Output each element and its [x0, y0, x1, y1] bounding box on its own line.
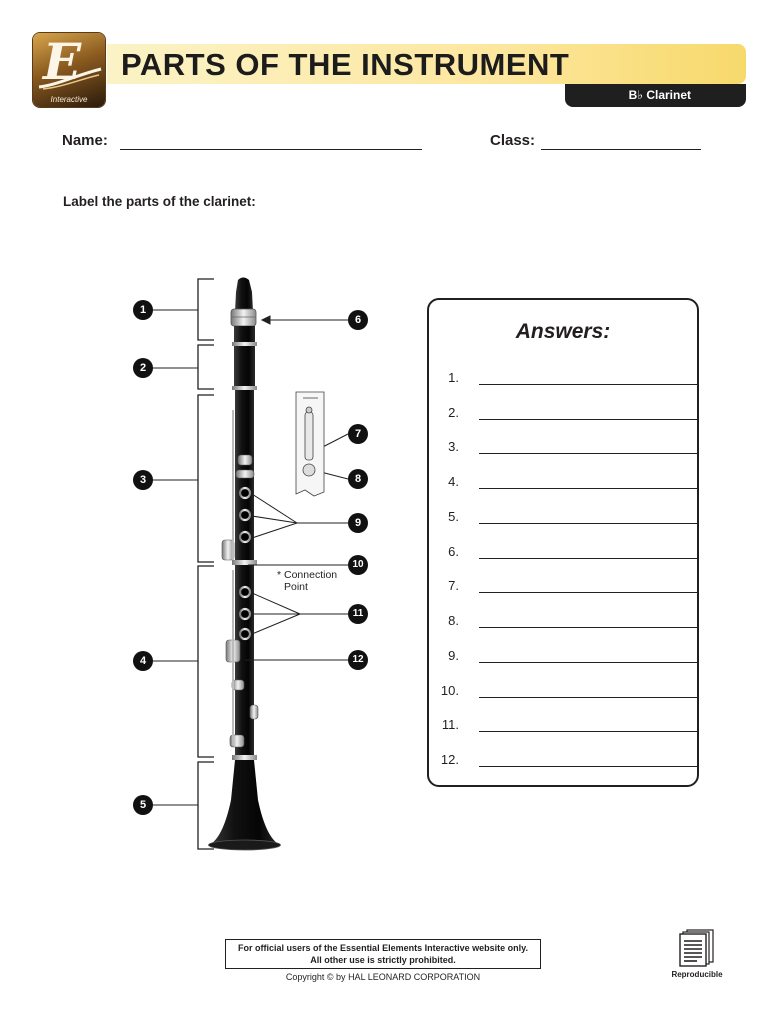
class-label: Class:	[490, 132, 536, 149]
connection-note	[277, 569, 337, 593]
answer-field-9[interactable]	[479, 662, 697, 663]
answers-title: Answers:	[515, 320, 611, 343]
lower-joint	[235, 565, 254, 755]
label-badge-10: 10	[348, 555, 368, 575]
name-label: Name:	[62, 132, 108, 149]
section-brackets	[198, 279, 214, 849]
answer-field-10[interactable]	[479, 697, 697, 698]
answer-number: 8.	[448, 613, 459, 628]
answer-field-2[interactable]	[479, 419, 697, 420]
reed-inset	[296, 392, 324, 496]
answer-number: 3.	[448, 439, 459, 454]
logo-e-glyph: E	[43, 33, 82, 91]
upper-joint	[235, 390, 254, 564]
page-title: PARTS OF THE INSTRUMENT	[121, 47, 570, 82]
label-badge-9: 9	[348, 513, 368, 533]
answer-number: 11.	[441, 717, 459, 732]
key-work	[222, 410, 258, 747]
answer-number: 6.	[448, 544, 459, 559]
answer-number: 5.	[448, 509, 459, 524]
label-badge-3: 3	[133, 470, 153, 490]
answers-box	[427, 298, 699, 787]
label-badge-4: 4	[133, 651, 153, 671]
label-badge-6: 6	[348, 310, 368, 330]
answer-number: 1.	[448, 370, 459, 385]
name-field[interactable]	[120, 149, 422, 150]
usage-notice	[225, 939, 541, 969]
instrument-bar	[565, 84, 746, 107]
instruction-text: Label the parts of the clarinet:	[63, 194, 256, 209]
label-badge-11: 11	[348, 604, 368, 624]
copyright-text: Copyright © by HAL LEONARD CORPORATION	[285, 972, 481, 982]
reproducible-label: Reproducible	[671, 970, 723, 979]
usage-notice-line2: All other use is strictly prohibited.	[310, 955, 456, 965]
logo	[33, 33, 105, 107]
answer-number: 9.	[448, 648, 459, 663]
label-badge-7: 7	[348, 424, 368, 444]
answer-field-5[interactable]	[479, 523, 697, 524]
label-badge-1: 1	[133, 300, 153, 320]
answer-field-8[interactable]	[479, 627, 697, 628]
class-field[interactable]	[541, 149, 701, 150]
answer-field-7[interactable]	[479, 592, 697, 593]
label-badge-12: 12	[348, 650, 368, 670]
tone-holes	[240, 488, 250, 639]
instrument-label: B♭ Clarinet	[628, 88, 691, 102]
answer-field-12[interactable]	[479, 766, 697, 767]
connection-note-line1: * Connection	[277, 569, 338, 581]
answer-number: 10.	[440, 683, 459, 698]
answer-number: 12.	[440, 752, 459, 767]
answer-field-4[interactable]	[479, 488, 697, 489]
answer-field-3[interactable]	[479, 453, 697, 454]
label-badge-8: 8	[348, 469, 368, 489]
connection-note-line2: Point	[284, 581, 308, 593]
barrel	[234, 326, 255, 388]
answer-field-1[interactable]	[479, 384, 697, 385]
bell	[209, 760, 280, 845]
mouthpiece	[235, 278, 253, 313]
label-badge-5: 5	[133, 795, 153, 815]
answer-number: 4.	[448, 474, 459, 489]
logo-text: Interactive	[50, 95, 88, 104]
ligature	[231, 309, 256, 326]
answer-number: 7.	[448, 578, 459, 593]
answer-field-6[interactable]	[479, 558, 697, 559]
reproducible-document-icon	[679, 929, 715, 967]
answer-field-11[interactable]	[479, 731, 697, 732]
title-banner	[107, 44, 746, 84]
usage-notice-line1: For official users of the Essential Elements Interactive website only.	[238, 943, 528, 953]
leader-lines	[153, 310, 348, 805]
label-badge-2: 2	[133, 358, 153, 378]
logo-swoosh-icon	[37, 67, 103, 91]
answer-number: 2.	[448, 405, 459, 420]
